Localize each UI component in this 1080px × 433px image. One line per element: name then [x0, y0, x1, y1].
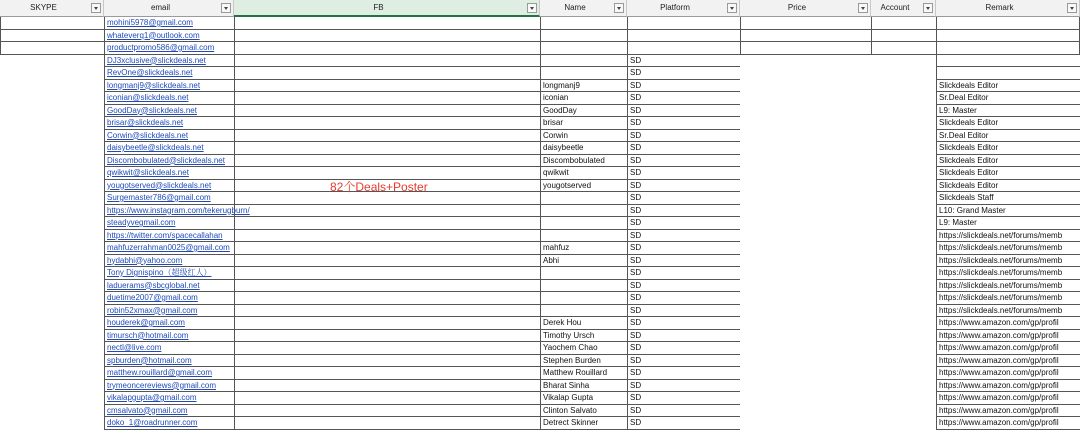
name-cell[interactable]: [540, 267, 627, 280]
remark-cell[interactable]: [936, 30, 1080, 43]
remark-cell[interactable]: https://www.amazon.com/gp/profil: [936, 355, 1080, 368]
fb-cell[interactable]: [234, 42, 540, 55]
annotation-deals-poster: 82个Deals+Poster: [330, 180, 428, 194]
name-cell[interactable]: daisybeetle: [540, 142, 627, 155]
email-cell[interactable]: https://www.instagram.com/tekerugburn/: [104, 205, 234, 218]
email-cell[interactable]: mohini5978@gmail.com: [104, 17, 234, 30]
remark-cell[interactable]: https://slickdeals.net/forums/memb: [936, 242, 1080, 255]
column-header-label: SKYPE: [30, 3, 57, 12]
fb-cell[interactable]: [234, 330, 540, 343]
name-cell[interactable]: Yaochem Chao: [540, 342, 627, 355]
email-cell[interactable]: vikalapgupta@gmail.com: [104, 392, 234, 405]
platform-cell[interactable]: SD: [627, 405, 740, 418]
platform-cell[interactable]: SD: [627, 180, 740, 193]
platform-cell[interactable]: SD: [627, 292, 740, 305]
col-price-header[interactable]: [740, 0, 871, 17]
email-cell[interactable]: robin52xmax@gmail.com: [104, 305, 234, 318]
account-cell[interactable]: [871, 17, 936, 30]
fb-cell[interactable]: [234, 217, 540, 230]
remark-cell[interactable]: https://slickdeals.net/forums/memb: [936, 280, 1080, 293]
fb-cell[interactable]: [234, 55, 540, 68]
name-cell[interactable]: brisar: [540, 117, 627, 130]
fb-cell[interactable]: [234, 280, 540, 293]
email-cell[interactable]: iconian@slickdeals.net: [104, 92, 234, 105]
remark-cell[interactable]: Slickdeals Editor: [936, 80, 1080, 93]
filter-dropdown-icon[interactable]: [91, 3, 101, 13]
fb-cell[interactable]: [234, 355, 540, 368]
remark-cell[interactable]: [936, 42, 1080, 55]
name-cell[interactable]: yougotserved: [540, 180, 627, 193]
name-cell[interactable]: [540, 55, 627, 68]
col-skype-header[interactable]: [0, 0, 104, 17]
email-cell[interactable]: RevOne@slickdeals.net: [104, 67, 234, 80]
name-cell[interactable]: [540, 30, 627, 43]
skype-cell[interactable]: [0, 30, 104, 43]
remark-cell[interactable]: [936, 55, 1080, 68]
email-cell[interactable]: qwikwit@slickdeals.net: [104, 167, 234, 180]
email-cell[interactable]: Tony Dignispino（超级红人）: [104, 267, 234, 280]
platform-cell[interactable]: SD: [627, 55, 740, 68]
email-cell[interactable]: DJ3xclusive@slickdeals.net: [104, 55, 234, 68]
platform-cell[interactable]: SD: [627, 167, 740, 180]
name-cell[interactable]: Timothy Ursch: [540, 330, 627, 343]
platform-cell[interactable]: [627, 30, 740, 43]
name-cell[interactable]: Bharat Sinha: [540, 380, 627, 393]
remark-cell[interactable]: [936, 17, 1080, 30]
platform-cell[interactable]: [627, 42, 740, 55]
platform-cell[interactable]: SD: [627, 242, 740, 255]
col-remark-header[interactable]: [936, 0, 1080, 17]
fb-cell[interactable]: [234, 230, 540, 243]
email-cell[interactable]: Surgemaster786@gmail.com: [104, 192, 234, 205]
remark-cell[interactable]: https://www.amazon.com/gp/profil: [936, 330, 1080, 343]
fb-cell[interactable]: [234, 305, 540, 318]
platform-cell[interactable]: SD: [627, 417, 740, 430]
platform-cell[interactable]: SD: [627, 117, 740, 130]
remark-cell[interactable]: https://slickdeals.net/forums/memb: [936, 292, 1080, 305]
platform-cell[interactable]: SD: [627, 155, 740, 168]
remark-cell[interactable]: Slickdeals Editor: [936, 117, 1080, 130]
email-cell[interactable]: trymeoncereviews@gmail.com: [104, 380, 234, 393]
remark-cell[interactable]: Sr.Deal Editor: [936, 130, 1080, 143]
email-cell[interactable]: nectl@live.com: [104, 342, 234, 355]
email-cell[interactable]: houderek@gmail.com: [104, 317, 234, 330]
email-cell[interactable]: doko_1@roadrunner.com: [104, 417, 234, 430]
platform-cell[interactable]: SD: [627, 380, 740, 393]
platform-cell[interactable]: SD: [627, 92, 740, 105]
platform-cell[interactable]: SD: [627, 205, 740, 218]
email-cell[interactable]: productpromo586@gmail.com: [104, 42, 234, 55]
fb-cell[interactable]: [234, 242, 540, 255]
col-name-header[interactable]: [540, 0, 627, 17]
platform-cell[interactable]: SD: [627, 142, 740, 155]
remark-cell[interactable]: Sr.Deal Editor: [936, 92, 1080, 105]
email-cell[interactable]: brisar@slickdeals.net: [104, 117, 234, 130]
fb-cell[interactable]: [234, 267, 540, 280]
remark-cell[interactable]: https://slickdeals.net/forums/memb: [936, 305, 1080, 318]
remark-cell[interactable]: https://slickdeals.net/forums/memb: [936, 230, 1080, 243]
name-cell[interactable]: Abhi: [540, 255, 627, 268]
email-cell[interactable]: daisybeetle@slickdeals.net: [104, 142, 234, 155]
remark-cell[interactable]: L9: Master: [936, 105, 1080, 118]
fb-cell[interactable]: [234, 255, 540, 268]
fb-cell[interactable]: [234, 67, 540, 80]
name-cell[interactable]: mahfuz: [540, 242, 627, 255]
name-cell[interactable]: Corwin: [540, 130, 627, 143]
fb-cell[interactable]: [234, 92, 540, 105]
price-cell[interactable]: [740, 17, 871, 30]
name-cell[interactable]: Matthew Rouillard: [540, 367, 627, 380]
price-cell[interactable]: [740, 42, 871, 55]
email-cell[interactable]: mahfuzerrahman0025@gmail.com: [104, 242, 234, 255]
name-cell[interactable]: longmanj9: [540, 80, 627, 93]
col-fb-header[interactable]: [234, 0, 540, 17]
remark-cell[interactable]: Slickdeals Editor: [936, 142, 1080, 155]
remark-cell[interactable]: https://www.amazon.com/gp/profil: [936, 392, 1080, 405]
fb-cell[interactable]: [234, 392, 540, 405]
fb-cell[interactable]: [234, 130, 540, 143]
name-cell[interactable]: Clinton Salvato: [540, 405, 627, 418]
name-cell[interactable]: [540, 230, 627, 243]
email-cell[interactable]: longmanj9@slickdeals.net: [104, 80, 234, 93]
price-cell[interactable]: [740, 30, 871, 43]
column-header-label: email: [150, 3, 171, 12]
skype-cell[interactable]: [0, 42, 104, 55]
platform-cell[interactable]: SD: [627, 367, 740, 380]
fb-cell[interactable]: [234, 417, 540, 430]
platform-cell[interactable]: SD: [627, 192, 740, 205]
name-cell[interactable]: [540, 42, 627, 55]
platform-cell[interactable]: SD: [627, 230, 740, 243]
column-header-label: Name: [564, 3, 586, 12]
platform-cell[interactable]: SD: [627, 392, 740, 405]
remark-cell[interactable]: https://www.amazon.com/gp/profil: [936, 342, 1080, 355]
platform-cell[interactable]: SD: [627, 105, 740, 118]
name-cell[interactable]: qwikwit: [540, 167, 627, 180]
filter-dropdown-icon[interactable]: [727, 3, 737, 13]
platform-cell[interactable]: SD: [627, 267, 740, 280]
fb-cell[interactable]: [234, 80, 540, 93]
filter-dropdown-icon[interactable]: [1067, 3, 1077, 13]
column-header-label: FB: [373, 3, 384, 12]
name-cell[interactable]: [540, 67, 627, 80]
remark-cell[interactable]: L10: Grand Master: [936, 205, 1080, 218]
column-header-label: Account: [880, 3, 910, 12]
name-cell[interactable]: iconian: [540, 92, 627, 105]
col-platform-header[interactable]: [627, 0, 740, 17]
name-cell[interactable]: Discombobulated: [540, 155, 627, 168]
platform-cell[interactable]: SD: [627, 317, 740, 330]
platform-cell[interactable]: SD: [627, 217, 740, 230]
fb-cell[interactable]: [234, 17, 540, 30]
email-cell[interactable]: https://twitter.com/spacecallahan: [104, 230, 234, 243]
column-header-label: Platform: [660, 3, 690, 12]
platform-cell[interactable]: SD: [627, 67, 740, 80]
skype-cell[interactable]: [0, 17, 104, 30]
platform-cell[interactable]: SD: [627, 305, 740, 318]
fb-cell[interactable]: [234, 142, 540, 155]
remark-cell[interactable]: [936, 67, 1080, 80]
email-cell[interactable]: hydabhi@yahoo.com: [104, 255, 234, 268]
platform-cell[interactable]: SD: [627, 255, 740, 268]
fb-cell[interactable]: [234, 405, 540, 418]
platform-cell[interactable]: SD: [627, 80, 740, 93]
email-cell[interactable]: laduerams@sbcglobal.net: [104, 280, 234, 293]
email-cell[interactable]: matthew.rouillard@gmail.com: [104, 367, 234, 380]
account-cell[interactable]: [871, 30, 936, 43]
remark-cell[interactable]: https://slickdeals.net/forums/memb: [936, 255, 1080, 268]
account-cell[interactable]: [871, 42, 936, 55]
column-header-label: Remark: [985, 3, 1014, 12]
fb-cell[interactable]: [234, 205, 540, 218]
remark-cell[interactable]: Slickdeals Editor: [936, 155, 1080, 168]
platform-cell[interactable]: SD: [627, 342, 740, 355]
email-cell[interactable]: spburden@hotmail.com: [104, 355, 234, 368]
fb-cell[interactable]: [234, 380, 540, 393]
name-cell[interactable]: [540, 292, 627, 305]
email-cell[interactable]: steadyvegmail.com: [104, 217, 234, 230]
remark-cell[interactable]: Slickdeals Editor: [936, 167, 1080, 180]
remark-cell[interactable]: L9: Master: [936, 217, 1080, 230]
email-cell[interactable]: cmsalvato@gmail.com: [104, 405, 234, 418]
filter-dropdown-icon[interactable]: [614, 3, 624, 13]
platform-cell[interactable]: SD: [627, 355, 740, 368]
email-cell[interactable]: yougotserved@slickdeals.net: [104, 180, 234, 193]
name-cell[interactable]: [540, 192, 627, 205]
platform-cell[interactable]: SD: [627, 330, 740, 343]
remark-cell[interactable]: https://www.amazon.com/gp/profil: [936, 405, 1080, 418]
name-cell[interactable]: Detrect Skinner: [540, 417, 627, 430]
name-cell[interactable]: [540, 217, 627, 230]
name-cell[interactable]: Stephen Burden: [540, 355, 627, 368]
email-cell[interactable]: duetime2007@gmail.com: [104, 292, 234, 305]
fb-cell[interactable]: [234, 30, 540, 43]
filter-dropdown-icon[interactable]: [221, 3, 231, 13]
col-email-header[interactable]: [104, 0, 234, 17]
remark-cell[interactable]: https://slickdeals.net/forums/memb: [936, 267, 1080, 280]
remark-cell[interactable]: Slickdeals Editor: [936, 180, 1080, 193]
platform-cell[interactable]: SD: [627, 130, 740, 143]
fb-cell[interactable]: [234, 117, 540, 130]
name-cell[interactable]: [540, 280, 627, 293]
column-header-label: Price: [787, 3, 807, 12]
fb-cell[interactable]: [234, 367, 540, 380]
email-cell[interactable]: timursch@hotmail.com: [104, 330, 234, 343]
remark-cell[interactable]: Slickdeals Staff: [936, 192, 1080, 205]
filter-dropdown-icon[interactable]: [923, 3, 933, 13]
filter-dropdown-icon[interactable]: [858, 3, 868, 13]
name-cell[interactable]: GoodDay: [540, 105, 627, 118]
fb-cell[interactable]: [234, 155, 540, 168]
remark-cell[interactable]: https://www.amazon.com/gp/profil: [936, 317, 1080, 330]
remark-cell[interactable]: https://www.amazon.com/gp/profil: [936, 367, 1080, 380]
name-cell[interactable]: [540, 305, 627, 318]
name-cell[interactable]: [540, 17, 627, 30]
fb-cell[interactable]: [234, 292, 540, 305]
col-account-header[interactable]: [871, 0, 936, 17]
filter-dropdown-icon[interactable]: [527, 3, 537, 13]
remark-cell[interactable]: https://www.amazon.com/gp/profil: [936, 417, 1080, 430]
fb-cell[interactable]: [234, 317, 540, 330]
fb-cell[interactable]: [234, 105, 540, 118]
email-cell[interactable]: Corwin@slickdeals.net: [104, 130, 234, 143]
remark-cell[interactable]: https://www.amazon.com/gp/profil: [936, 380, 1080, 393]
email-cell[interactable]: Discombobulated@slickdeals.net: [104, 155, 234, 168]
email-cell[interactable]: whateverq1@outlook.com: [104, 30, 234, 43]
name-cell[interactable]: Derek Hou: [540, 317, 627, 330]
platform-cell[interactable]: SD: [627, 280, 740, 293]
name-cell[interactable]: [540, 205, 627, 218]
email-cell[interactable]: GoodDay@slickdeals.net: [104, 105, 234, 118]
fb-cell[interactable]: [234, 342, 540, 355]
platform-cell[interactable]: [627, 17, 740, 30]
name-cell[interactable]: Vikalap Gupta: [540, 392, 627, 405]
